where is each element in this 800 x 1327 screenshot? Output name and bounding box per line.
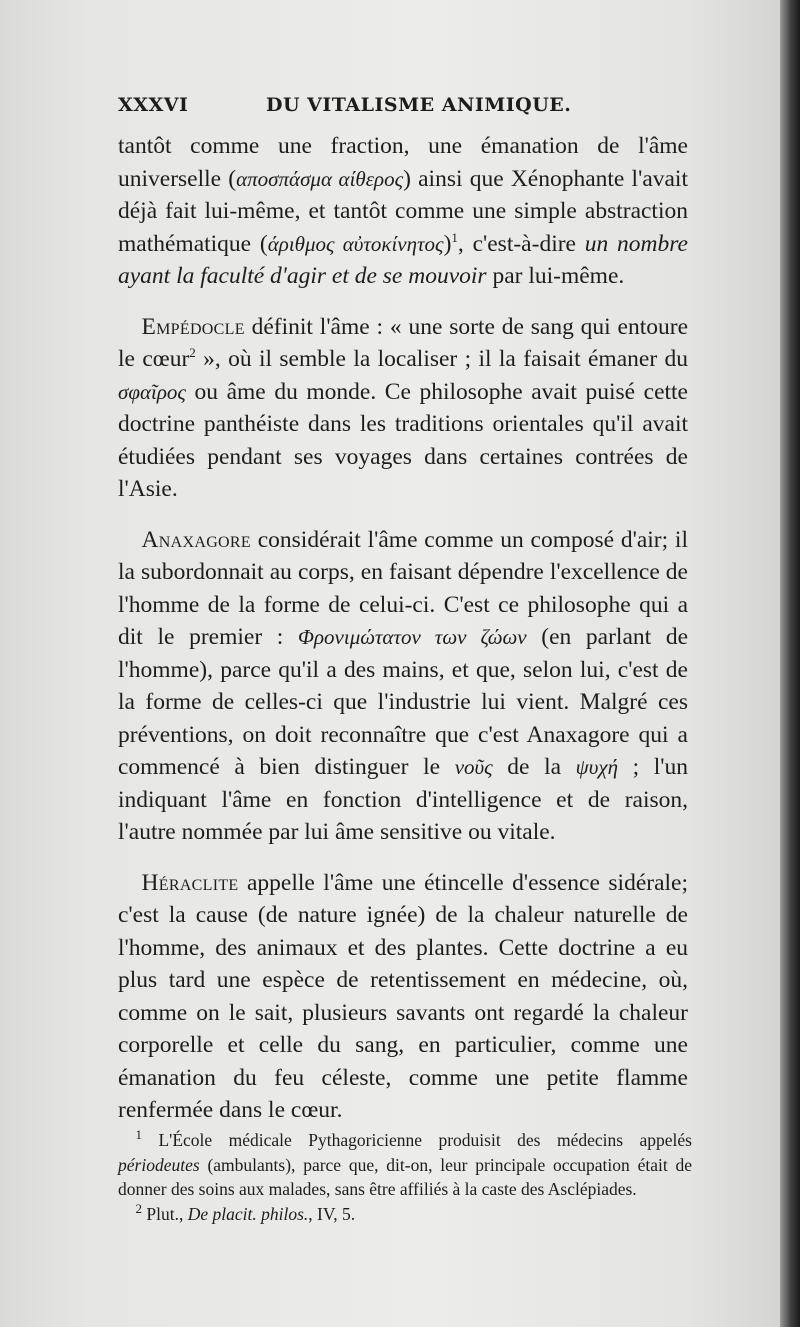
- philosopher-name: Empédocle: [141, 313, 245, 340]
- text-run: ; l'un indiquant l'âme en fonction d'intelligence et de raison, l'autre nommée par lui âme sensitive ou vitale.: [118, 754, 689, 845]
- philosopher-name: Anaxagore: [141, 526, 251, 553]
- philosopher-name: Héraclite: [141, 869, 239, 896]
- paragraph-continuation: [118, 130, 688, 293]
- text-run: , c'est-à-dire: [457, 230, 585, 257]
- running-title: DU VITALISME ANIMIQUE.: [266, 94, 572, 116]
- text-run: , IV, 5.: [308, 1203, 356, 1224]
- greek-phrase: άριθμος αὐτοκίνητος: [267, 231, 444, 256]
- text-run: ) ainsi que Xénophante l'avait déjà fait lui-même, et tantôt comme une simple abstraction mathématique (: [118, 165, 688, 257]
- paragraph-empedocle: [118, 311, 688, 506]
- footnotes: [118, 1128, 692, 1226]
- text-run: L'École médicale Pythagoricienne produisit des médecins appelés: [142, 1130, 692, 1150]
- text-run: par lui-même.: [486, 263, 625, 289]
- greek-phrase: αποσπάσμα αίθερος: [236, 166, 404, 191]
- text-run: ): [443, 230, 452, 257]
- text-run: tantôt comme une fraction, une émanation de l'âme universelle (: [118, 133, 688, 192]
- text-run: considérait l'âme comme un composé d'air; il la subordonnait au corps, en faisant dépendre l'excellence de l'homme de la forme de celui-ci. C'est ce philosophe qui a dit le premier :: [118, 526, 688, 650]
- text-run: », où il semble la localiser ; il la faisait émaner du: [195, 346, 688, 372]
- text-run: appelle l'âme une étincelle d'essence sidérale; c'est la cause (de nature ignée) de la chaleur naturelle de l'homme, des animaux et des plantes. Cette doctrine a eu plus tard une espèce de retentissement en médecine, où, comme on le sait, plusieurs savants ont regardé la chaleur corporelle et celle du sang, en particulier, comme une émanation du feu céleste, comme une petite flamme renfermée dans le cœur.: [118, 869, 688, 1123]
- page-edge-shadow: [780, 0, 800, 1327]
- greek-phrase: νοῦς: [454, 755, 493, 779]
- main-text: [118, 130, 688, 1127]
- text-run: ou âme du monde. Ce philosophe avait puisé cette doctrine panthéiste dans les traditions orientales qu'il avait étudiées pendant ses voyages dans certaines contrées de l'Asie.: [118, 378, 688, 502]
- text-run: de la: [492, 754, 576, 780]
- greek-phrase: ψυχή: [575, 755, 618, 779]
- footnote-ref: 1: [451, 229, 458, 245]
- italic-title: De placit. philos.: [187, 1203, 309, 1224]
- footnote-mark: 2: [135, 1200, 142, 1216]
- running-header: [118, 94, 690, 124]
- italic-phrase: un nombre ayant la faculté d'agir et de se mouvoir: [118, 230, 688, 289]
- footnote-ref: 2: [189, 345, 196, 361]
- italic-term: périodeutes: [118, 1154, 200, 1175]
- greek-phrase: Φρονιμώτατον των ζώων: [297, 625, 527, 649]
- text-run: définit l'âme : « une sorte de sang qui entoure le cœur: [118, 313, 688, 372]
- footnote-1: [118, 1128, 692, 1202]
- greek-phrase: σφαῖρος: [118, 379, 186, 404]
- text-run: Plut.,: [142, 1203, 188, 1224]
- footnote-mark: 1: [135, 1127, 142, 1143]
- text-run: (en parlant de l'homme), parce qu'il a des mains, et que, selon lui, c'est de la forme de celles-ci que l'industrie lui vient. Malgré ces préventions, on doit reconnaître que c'est Anaxagore qui a commencé à bien distinguer le: [118, 624, 688, 780]
- text-run: (ambulants), parce que, dit-on, leur principale occupation était de donner des soins aux malades, sans être affiliés à la caste des Asclépiades.: [118, 1154, 692, 1199]
- page-number: XXXVI: [118, 94, 189, 116]
- footnote-2: [118, 1202, 692, 1227]
- paragraph-heraclite: [118, 867, 688, 1127]
- paragraph-anaxagore: [118, 524, 688, 849]
